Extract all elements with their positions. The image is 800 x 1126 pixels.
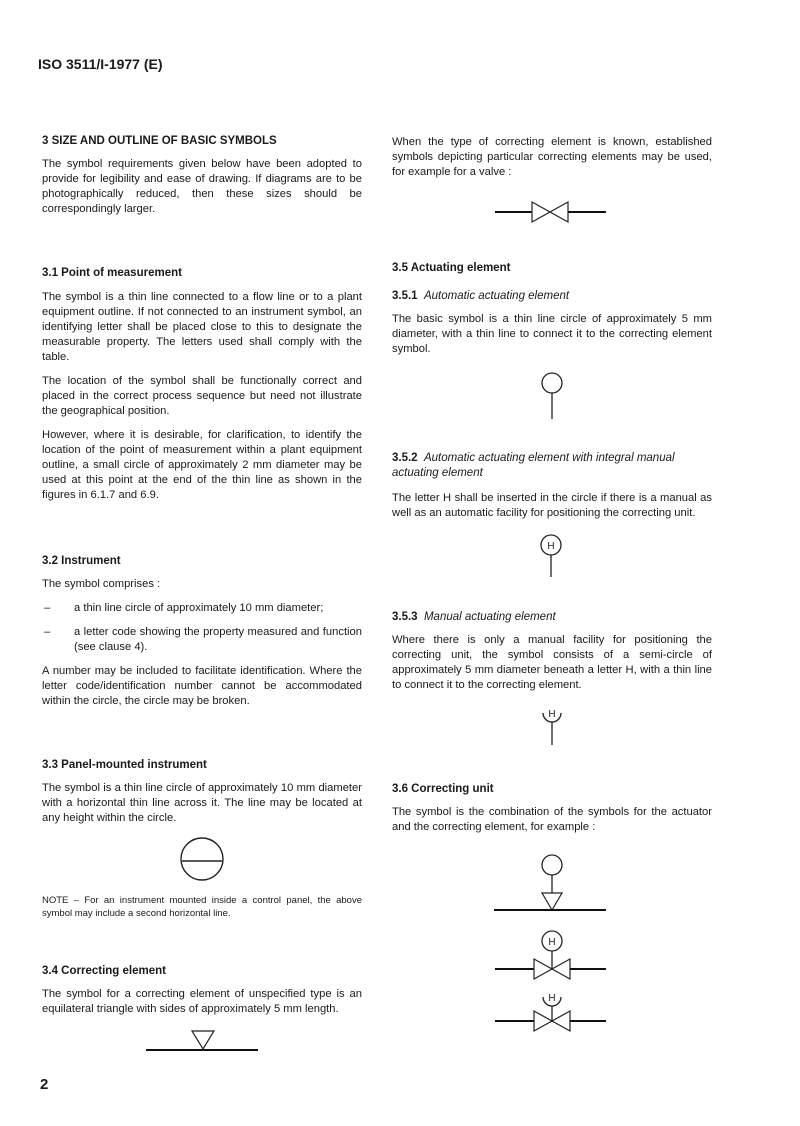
section-title: Automatic actuating element with integral manual actuating element xyxy=(392,452,675,479)
section-number: 3.5.1 xyxy=(392,290,418,302)
valve-intro-paragraph: When the type of correcting element is known, established symbols depicting particular correcting elements may be used, for example for a valve : xyxy=(392,136,712,178)
list-item xyxy=(42,601,362,616)
section-3-6-paragraph: The symbol is the combination of the symbols for the actuator and the correcting element, for example : xyxy=(392,806,712,833)
section-3-3-heading: 3.3 Panel-mounted instrument xyxy=(42,759,207,771)
section-3-4-heading: 3.4 Correcting element xyxy=(42,965,166,977)
bullet-text: a thin line circle of approximately 10 mm diameter; xyxy=(74,602,324,614)
h-letter: H xyxy=(548,709,556,720)
section-number: 3.5.2 xyxy=(392,452,418,464)
section-3-2-paragraph-2: A number may be included to facilitate identification. Where the letter code/identification number cannot be accommodated within the circle, the circle may be broken. xyxy=(42,665,362,707)
h-letter: H xyxy=(548,993,556,1004)
correcting-unit-h-valve-symbol xyxy=(392,929,712,989)
section-3-5-heading: 3.5 Actuating element xyxy=(392,262,511,274)
manual-actuator-symbol xyxy=(392,707,712,747)
bullet-dash: – xyxy=(44,626,51,638)
automatic-manual-actuator-symbol xyxy=(392,533,712,579)
document-header: ISO 3511/I-1977 (E) xyxy=(38,56,163,72)
section-3-5-1-paragraph: The basic symbol is a thin line circle of approximately 5 mm diameter, with a thin line to connect it to the correcting element symbol. xyxy=(392,313,712,355)
section-3-4-paragraph: The symbol for a correcting element of unspecified type is an equilateral triangle with sides of approximately 5 mm length. xyxy=(42,988,362,1015)
section-3-1-paragraph-3: However, where it is desirable, for clarification, to identify the location of the point of measurement within a plant equipment outline, a small circle of approximately 2 mm diameter may be used at this point at the end of the thin line as shown in the figures in 6.1.7 and 6.9. xyxy=(42,429,362,501)
right-column xyxy=(392,130,712,1049)
section-3-5-3-paragraph: Where there is only a manual facility for positioning the correcting unit, the symbol consists of a semi-circle of approximately 5 mm diameter beneath a letter H, with a thin line to connect it to the correcting element. xyxy=(392,634,712,691)
section-3-5-2-paragraph: The letter H shall be inserted in the circle if there is a manual as well as an automatic facility for positioning the correcting unit. xyxy=(392,492,712,519)
section-3-1-paragraph-2: The location of the symbol shall be functionally correct and placed in the correct process sequence but need not illustrate the geographical position. xyxy=(42,375,362,417)
automatic-actuator-symbol xyxy=(392,371,712,421)
section-3-2-heading: 3.2 Instrument xyxy=(42,555,121,567)
valve-symbol xyxy=(392,196,712,226)
list-item xyxy=(42,625,362,655)
section-3-5-1-heading xyxy=(392,290,712,302)
h-letter: H xyxy=(547,541,555,552)
section-3-3-paragraph: The symbol is a thin line circle of approximately 10 mm diameter with a horizontal thin line across it. The line may be located at any height within the circle. xyxy=(42,782,362,824)
correcting-unit-manual-valve-symbol xyxy=(392,989,712,1049)
correcting-element-symbol xyxy=(42,1027,362,1057)
section-title: Automatic actuating element xyxy=(423,290,570,302)
bullet-text: a letter code showing the property measured and function (see clause 4). xyxy=(74,626,362,653)
section-3-5-3-heading xyxy=(392,611,712,623)
panel-mounted-instrument-symbol xyxy=(42,834,362,884)
h-letter: H xyxy=(548,937,556,948)
section-3-6-heading: 3.6 Correcting unit xyxy=(392,783,494,795)
left-column xyxy=(42,130,362,1057)
section-3-3-note: NOTE – For an instrument mounted inside a control panel, the above symbol may include a second horizontal line. xyxy=(42,895,362,919)
section-3-1-heading: 3.1 Point of measurement xyxy=(42,267,182,279)
correcting-unit-actuator-triangle-symbol xyxy=(392,853,712,923)
page-number: 2 xyxy=(40,1076,49,1093)
section-3-2-intro: The symbol comprises : xyxy=(42,578,161,590)
section-3-1-paragraph-1: The symbol is a thin line connected to a flow line or to a plant equipment outline. If not connected to an instrument symbol, an identifying letter shall be placed close to this to designate the measurable property. The letters used shall comply with the table. xyxy=(42,291,362,363)
section-3-5-2-heading xyxy=(392,451,712,481)
section-3-heading: 3 SIZE AND OUTLINE OF BASIC SYMBOLS xyxy=(42,135,277,147)
bullet-dash: – xyxy=(44,602,51,614)
section-3-paragraph: The symbol requirements given below have been adopted to provide for legibility and ease of drawing. If diagrams are to be photographically reduced, then these sizes should be correspondingly larger. xyxy=(42,158,362,215)
section-title: Manual actuating element xyxy=(423,611,556,623)
section-number: 3.5.3 xyxy=(392,611,418,623)
